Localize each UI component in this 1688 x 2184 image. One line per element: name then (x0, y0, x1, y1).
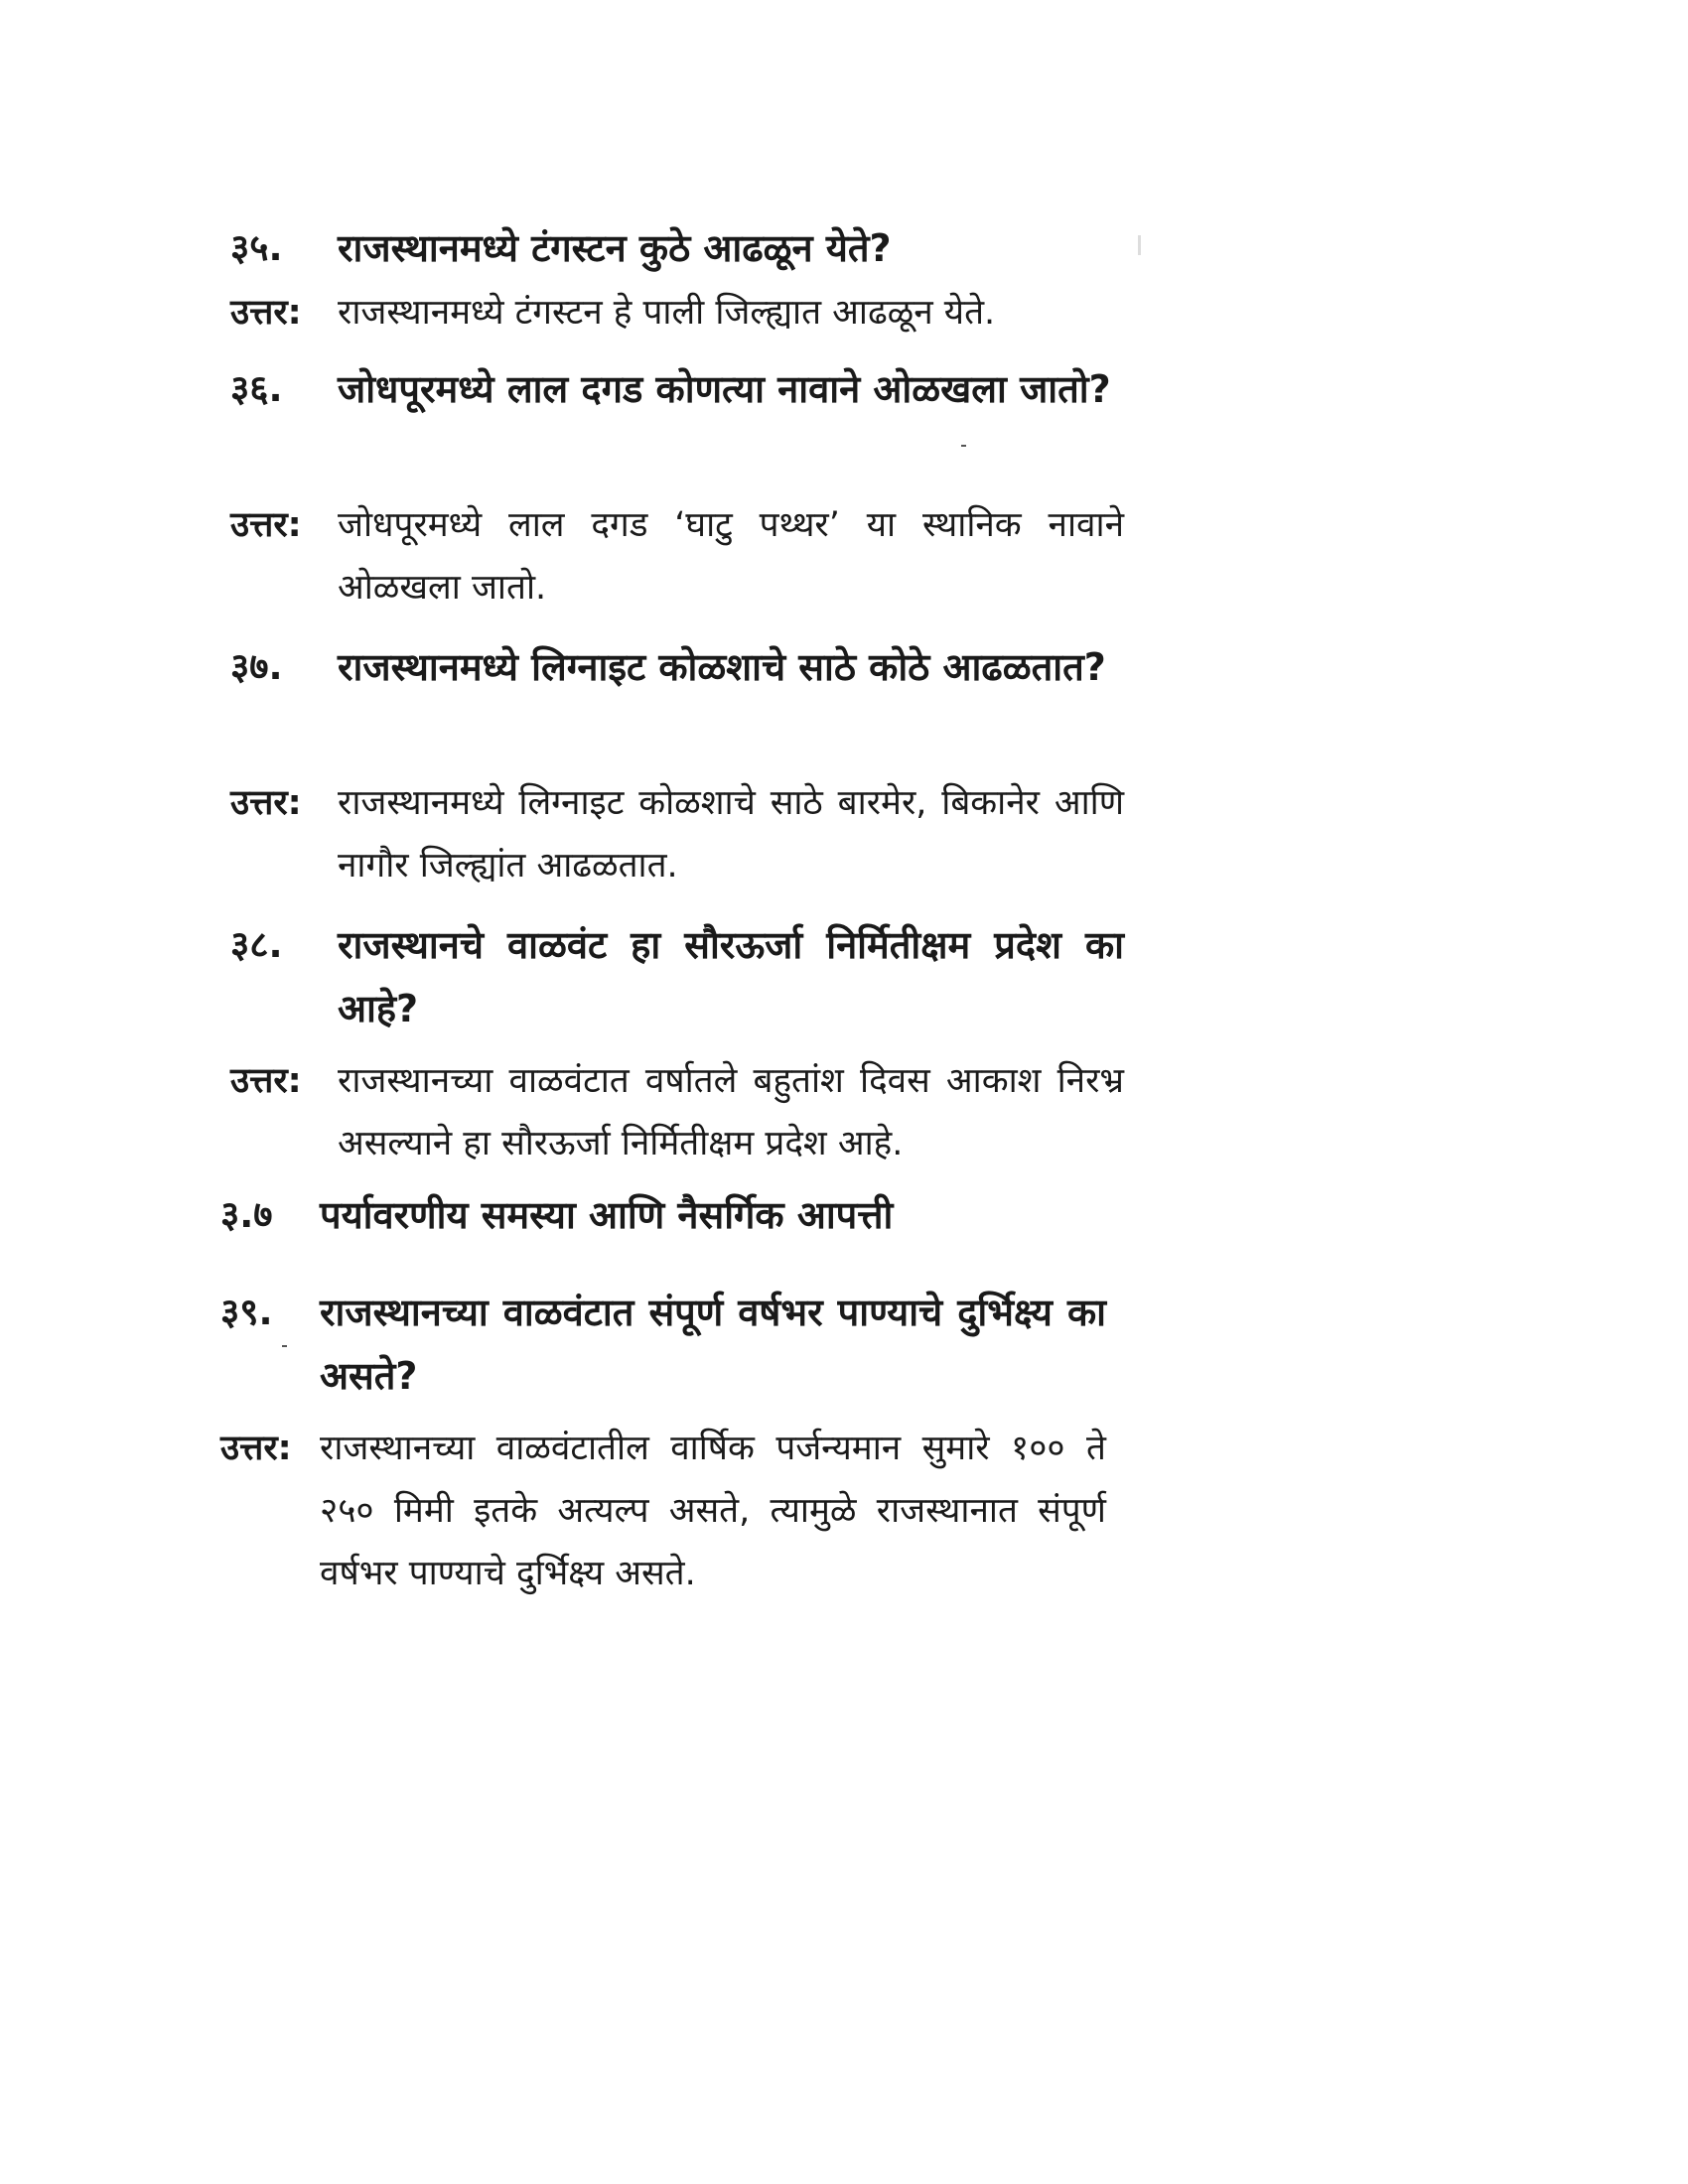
question-text: राजस्थानमध्ये टंगस्टन कुठे आढळून येते? (338, 226, 892, 270)
answer-35 (230, 282, 1124, 344)
answer-39 (220, 1418, 1114, 1605)
answer-37 (230, 772, 1124, 897)
answer-text: राजस्थानमध्ये टंगस्टन हे पाली जिल्ह्यात आढळून येते. (338, 293, 996, 333)
question-37 (230, 635, 1124, 699)
answer-text: राजस्थानच्या वाळवंटातील वार्षिक पर्जन्यमान सुमारे १०० ते २५० मिमी इतके अत्यल्प असते, त्यामुळे राजस्थानात संपूर्ण वर्षभर पाण्याचे दुर्भिक्ष्य असते. (320, 1429, 1106, 1593)
answer-text: जोधपूरमध्ये लाल दगड ‘घाटु पथ्थर’ या स्थानिक नावाने ओळखला जातो. (338, 505, 1124, 608)
scan-speck (961, 445, 966, 447)
question-38 (230, 913, 1124, 1040)
question-39 (220, 1281, 1114, 1408)
section-number: ३.७ (220, 1193, 273, 1236)
answer-38 (230, 1050, 1124, 1175)
question-number: ३५. (230, 226, 283, 269)
question-number: ३९. (220, 1291, 273, 1333)
answer-label: उत्तर: (220, 1429, 292, 1468)
answer-label: उत्तर: (230, 293, 302, 333)
question-text: राजस्थानचे वाळवंट हा सौरऊर्जा निर्मितीक्षम प्रदेश का आहे? (338, 923, 1124, 1030)
section-heading (220, 1183, 1114, 1247)
question-number: ३७. (230, 645, 283, 688)
question-number: ३८. (230, 923, 283, 966)
answer-text: राजस्थानमध्ये लिग्नाइट कोळशाचे साठे बारमेर, बिकानेर आणि नागौर जिल्ह्यांत आढळतात. (338, 783, 1124, 886)
question-text: राजस्थानमध्ये लिग्नाइट कोळशाचे साठे कोठे आढळतात? (338, 645, 1106, 689)
answer-label: उत्तर: (230, 783, 302, 823)
scan-speck (282, 1345, 287, 1347)
answer-label: उत्तर: (230, 505, 302, 545)
question-text: राजस्थानच्या वाळवंटात संपूर्ण वर्षभर पाण्याचे दुर्भिक्ष्य का असते? (320, 1291, 1106, 1398)
section-title: पर्यावरणीय समस्या आणि नैसर्गिक आपत्ती (320, 1193, 894, 1237)
question-35 (230, 216, 1124, 280)
answer-text: राजस्थानच्या वाळवंटात वर्षातले बहुतांश दिवस आकाश निरभ्र असल्याने हा सौरऊर्जा निर्मितीक्षम प्रदेश आहे. (338, 1061, 1124, 1163)
question-text: जोधपूरमध्ये लाल दगड कोणत्या नावाने ओळखला जातो? (338, 367, 1111, 411)
answer-36 (230, 494, 1124, 619)
question-number: ३६. (230, 367, 283, 410)
question-36 (230, 357, 1124, 421)
scan-speck (1138, 235, 1141, 255)
answer-label: उत्तर: (230, 1061, 302, 1101)
